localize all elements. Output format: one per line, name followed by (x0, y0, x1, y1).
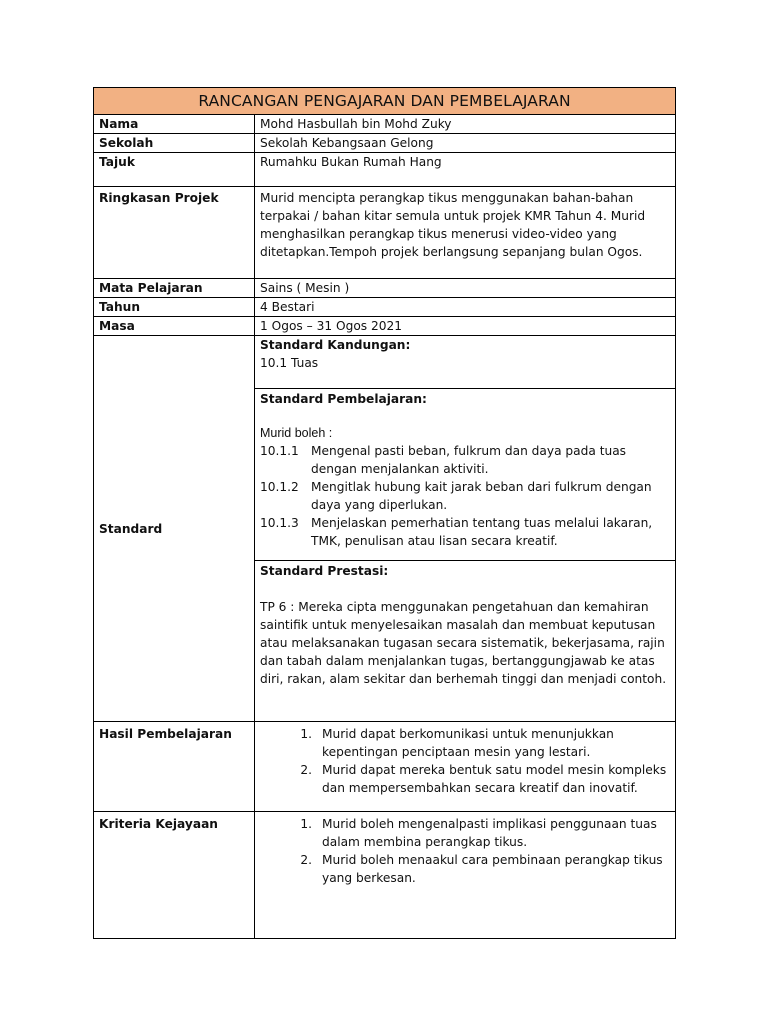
standard-pembelajaran-intro: Murid boleh : (260, 426, 333, 440)
lesson-plan-table (93, 87, 676, 939)
list-item (260, 761, 670, 797)
standard-pembelajaran-heading: Standard Pembelajaran: (260, 392, 427, 406)
sekolah-value: Sekolah Kebangsaan Gelong (255, 134, 676, 153)
mata-pelajaran-label: Mata Pelajaran (94, 279, 255, 298)
tahun-value: 4 Bestari (255, 298, 676, 317)
standard-item (260, 514, 670, 550)
list-item-number: 1. (300, 727, 312, 741)
standard-item-text: Mengitlak hubung kait jarak beban dari fulkrum dengan daya yang diperlukan. (311, 480, 652, 512)
standard-item (260, 442, 670, 478)
standard-item-number: 10.1.2 (260, 480, 299, 494)
standard-prestasi-heading: Standard Prestasi: (260, 564, 389, 578)
kriteria-label: Kriteria Kejayaan (94, 812, 255, 939)
hasil-list (260, 725, 670, 797)
list-item-text: Murid dapat berkomunikasi untuk menunjukkan kepentingan penciptaan mesin yang lestari. (322, 727, 614, 759)
standard-prestasi-cell (255, 561, 676, 722)
masa-label: Masa (94, 317, 255, 336)
standard-kandungan-cell (255, 336, 676, 389)
list-item (260, 851, 670, 887)
standard-pembelajaran-cell (255, 389, 676, 561)
hasil-cell (255, 722, 676, 812)
ringkasan-value: Murid mencipta perangkap tikus menggunakan bahan-bahan terpakai / bahan kitar semula untuk projek KMR Tahun 4. Murid menghasilkan perangkap tikus menerusi video-video yang ditetapkan.Tempoh projek berlangsung sepanjang bulan Ogos. (255, 187, 676, 279)
standard-kandungan-heading: Standard Kandungan: (260, 338, 411, 352)
nama-label: Nama (94, 115, 255, 134)
tahun-label: Tahun (94, 298, 255, 317)
tajuk-label: Tajuk (94, 153, 255, 187)
list-item (260, 815, 670, 851)
standard-item-number: 10.1.1 (260, 444, 299, 458)
list-item-number: 2. (300, 853, 312, 867)
standard-item (260, 478, 670, 514)
standard-kandungan-value: 10.1 Tuas (260, 356, 319, 370)
ringkasan-label: Ringkasan Projek (94, 187, 255, 279)
list-item-text: Murid dapat mereka bentuk satu model mesin kompleks dan mempersembahkan secara kreatif dan inovatif. (322, 763, 667, 795)
standard-item-text: Menjelaskan pemerhatian tentang tuas melalui lakaran, TMK, penulisan atau lisan secara kreatif. (311, 516, 653, 548)
standard-item-text: Mengenal pasti beban, fulkrum dan daya pada tuas dengan menjalankan aktiviti. (311, 444, 627, 476)
standard-label: Standard (94, 336, 255, 722)
kriteria-cell (255, 812, 676, 939)
mata-pelajaran-value: Sains ( Mesin ) (255, 279, 676, 298)
document-title: RANCANGAN PENGAJARAN DAN PEMBELAJARAN (94, 88, 676, 115)
hasil-label: Hasil Pembelajaran (94, 722, 255, 812)
list-item-text: Murid boleh mengenalpasti implikasi penggunaan tuas dalam membina perangkap tikus. (322, 817, 657, 849)
list-item (260, 725, 670, 761)
sekolah-label: Sekolah (94, 134, 255, 153)
standard-item-number: 10.1.3 (260, 516, 299, 530)
masa-value: 1 Ogos – 31 Ogos 2021 (255, 317, 676, 336)
list-item-text: Murid boleh menaakul cara pembinaan perangkap tikus yang berkesan. (322, 853, 663, 885)
nama-value: Mohd Hasbullah bin Mohd Zuky (255, 115, 676, 134)
list-item-number: 2. (300, 763, 312, 777)
standard-prestasi-value: TP 6 : Mereka cipta menggunakan pengetahuan dan kemahiran saintifik untuk menyelesaikan masalah dan membuat keputusan atau melaksanakan tugasan secara sistematik, bekerjasama, rajin dan tabah dalam menjalankan tugas, bertanggungjawab ke atas diri, rakan, alam sekitar dan berhemah tinggi dan menjadi contoh. (260, 600, 667, 686)
list-item-number: 1. (300, 817, 312, 831)
tajuk-value: Rumahku Bukan Rumah Hang (255, 153, 676, 187)
kriteria-list (260, 815, 670, 887)
